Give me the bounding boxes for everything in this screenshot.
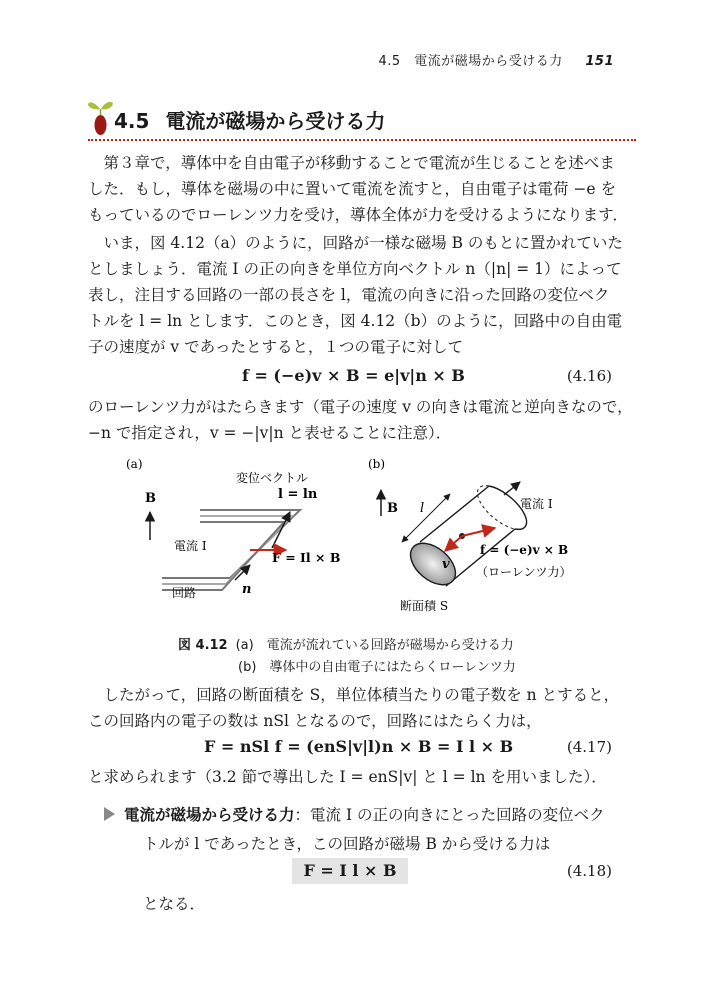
vector-eq-label: l = ln — [278, 487, 318, 502]
summary-line-2: トルが l であったとき，この回路が磁場 B から受ける力は — [143, 835, 551, 853]
figure-4-12 — [100, 450, 600, 630]
figure-caption-label: 図 4.12 — [178, 638, 228, 653]
text-line: した．もし，導体を磁場の中に置いて電流を流すと，自由電子は電荷 −e を — [88, 180, 617, 198]
displacement-vector-arrow — [272, 512, 290, 548]
circuit-wire — [162, 522, 284, 590]
velocity-label: v — [442, 557, 450, 572]
current-arrow-b — [504, 482, 520, 495]
paragraph-4 — [88, 682, 648, 734]
current-label-b: 電流 I — [520, 497, 553, 511]
length-arrow — [402, 494, 450, 542]
paragraph-5 — [88, 764, 648, 790]
text-line: この回路内の電子の数は nSl となるので，回路にはたらく力は， — [88, 712, 542, 730]
equation-4-17: F = nSl f = (enS|v|l)n × B = I l × B — [204, 737, 514, 756]
lorentz-force-arrow — [462, 528, 495, 536]
text-line: したがって，回路の断面積を S，単位体積当たりの電子数を n とすると， — [88, 686, 620, 704]
lorentz-force-label: f = (−e)v × B — [480, 543, 569, 557]
paragraph-3 — [88, 394, 648, 446]
text-line: トルを l = ln とします．このとき，図 4.12（b）のように，回路中の自由電 — [88, 312, 623, 330]
text-line: 第３章で，導体中を自由電子が移動することで電流が生じることを述べま — [88, 154, 615, 172]
figure-caption-line-b: (b) 導体中の自由電子にはたらくローレンツ力 — [238, 660, 516, 675]
unit-vector-label: n — [242, 582, 252, 597]
field-b-label-b: B — [387, 501, 398, 516]
equation-number-4-17: (4.17) — [566, 738, 612, 756]
text-line: いま，図 4.12（a）のように，回路が一様な磁場 B のもとに置かれていた — [88, 234, 623, 252]
paragraph-1 — [88, 150, 648, 228]
current-label: 電流 I — [174, 539, 207, 553]
section-heading — [88, 95, 636, 141]
figure-panel-a — [126, 457, 340, 600]
section-number: 4.5 — [114, 109, 150, 133]
panel-a-label: (a) — [126, 457, 143, 471]
text-line: と求められます（3.2 節で導出した I = enS|v| と l = ln を用いました）． — [88, 768, 607, 786]
text-line: 子の速度が v であったとすると，１つの電子に対して — [88, 338, 463, 356]
vector-title-label: 変位ベクトル — [236, 471, 309, 485]
velocity-arrow — [445, 536, 462, 551]
caption-text: (a) 電流が流れている回路が磁場から受ける力 — [235, 638, 514, 653]
text-line: 表し，注目する回路の一部の長さを l，電流の向きに沿った回路の変位ベク — [88, 286, 610, 304]
section-title — [114, 105, 385, 134]
header-section: 4.5 電流が磁場から受ける力 — [378, 54, 563, 69]
circuit-label: 回路 — [172, 586, 197, 600]
triangle-bullet-icon — [104, 807, 115, 821]
text-line: のローレンツ力がはたらきます（電子の速度 v の向きは電流と逆向きなので， — [88, 398, 633, 416]
field-b-label: B — [145, 491, 156, 506]
summary-line-1 — [124, 803, 605, 825]
summary-title: 電流が磁場から受ける力 — [124, 806, 295, 824]
equation-4-16: f = (−e)v × B = e|v|n × B — [242, 366, 465, 385]
cross-section-label: 断面積 S — [400, 599, 449, 613]
force-label: F = Il × B — [272, 550, 341, 565]
equation-number-4-16: (4.16) — [566, 367, 612, 385]
section-title-text: 電流が磁場から受ける力 — [165, 109, 386, 133]
text-line: としましょう．電流 I の正の向きを単位方向ベクトル n（|n| = 1）によって — [88, 260, 622, 278]
text-line: −n で指定され，v = −|v|n と表せることに注意）． — [88, 424, 452, 442]
lorentz-force-note: （ローレンツ力） — [476, 565, 572, 579]
boxed-equation-4-18: F = I l × B — [292, 858, 408, 884]
running-header — [379, 50, 614, 69]
summary-text: ：電流 I の正の向きにとった回路の変位ベク — [294, 806, 605, 824]
paragraph-2 — [88, 230, 648, 360]
text-line: もっているのでローレンツ力を受け，導体全体が力を受けるようになります． — [88, 206, 628, 224]
equation-number-4-18: (4.18) — [566, 862, 612, 880]
length-label: l — [420, 501, 425, 516]
sprout-icon — [88, 95, 114, 135]
figure-caption-line-a — [178, 634, 514, 653]
page-number: 151 — [585, 54, 614, 69]
figure-panel-b — [368, 457, 571, 613]
panel-b-label: (b) — [368, 457, 386, 471]
cylinder-far-end-hidden — [477, 486, 515, 529]
summary-line-3: となる． — [143, 895, 206, 913]
